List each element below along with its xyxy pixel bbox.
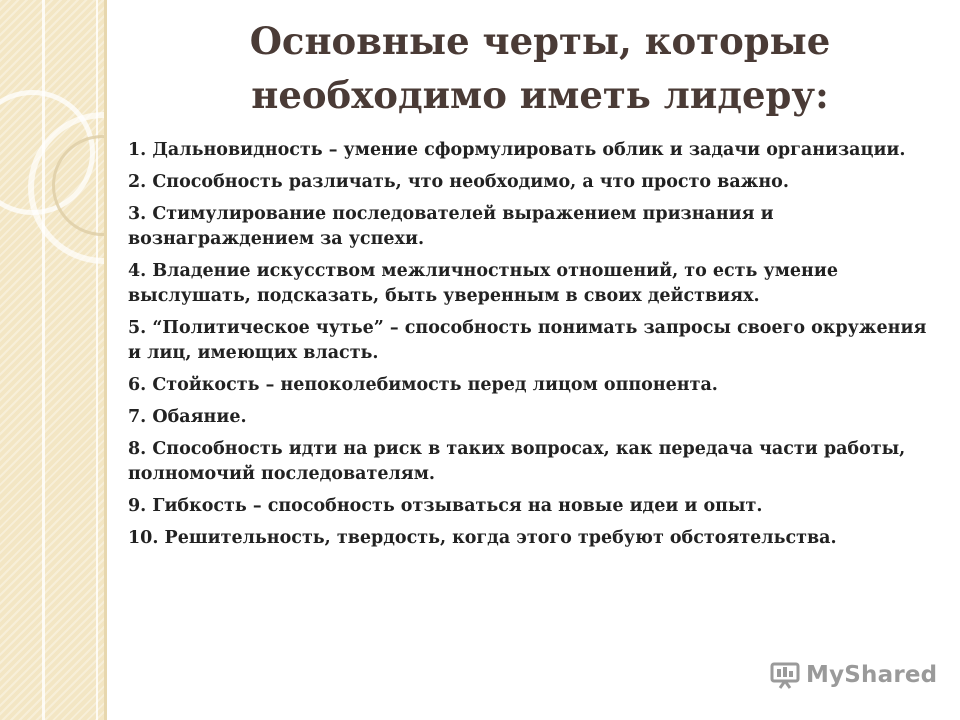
list-item: 2. Способность различать, что необходимо, а что просто важно. (128, 172, 789, 192)
list-item: 10. Решительность, твердость, когда этого требуют обстоятельства. (128, 528, 837, 548)
sidebar-edge (104, 0, 107, 720)
decorative-sidebar (0, 0, 107, 720)
list-item: 1. Дальновидность – умение сформулировать облик и задачи организации. (128, 140, 906, 160)
sidebar-stripe (96, 0, 98, 720)
list-item: 5. “Политическое чутье” – способность понимать запросы своего окружения и лиц, имеющих власть. (128, 318, 927, 363)
list-item: 9. Гибкость – способность отзываться на новые идеи и опыт. (128, 496, 763, 516)
slide-title (150, 14, 930, 122)
watermark-text: MyShared (806, 662, 938, 688)
list-item: 3. Стимулирование последователей выражением признания и вознаграждением за успехи. (128, 204, 774, 249)
presentation-board-icon (770, 661, 800, 689)
leader-traits-list (128, 138, 938, 558)
slide-title-line-1: Основные черты, которые (249, 19, 831, 63)
mysharedwatermark (770, 657, 937, 693)
list-item: 6. Стойкость – непоколебимость перед лицом оппонента. (128, 375, 718, 395)
list-item: 4. Владение искусством межличностных отношений, то есть умение выслушать, подсказать, быть уверенным в своих действиях. (128, 261, 838, 306)
list-item: 8. Способность идти на риск в таких вопросах, как передача части работы, полномочий последователям. (128, 439, 906, 484)
list-item: 7. Обаяние. (128, 407, 247, 427)
slide-title-line-2: необходимо иметь лидеру: (251, 73, 829, 117)
